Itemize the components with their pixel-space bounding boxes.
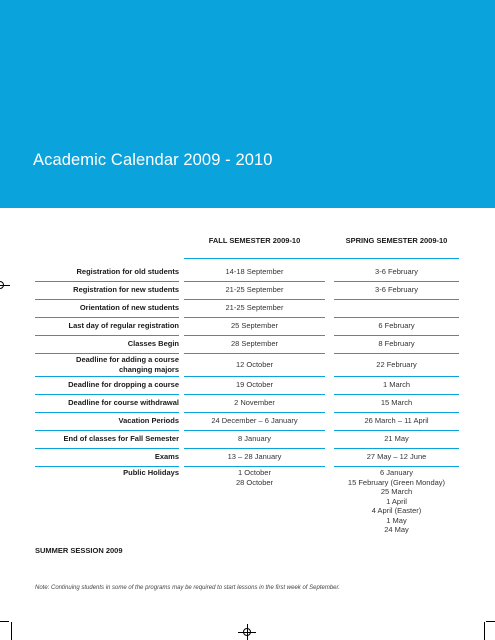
cell-line: 19 October: [235, 380, 274, 390]
spring-date-cell: [334, 448, 459, 466]
fall-date-cell: [184, 466, 325, 538]
cell-line: 13 – 28 January: [227, 452, 282, 462]
cell-line: Deadline for dropping a course: [68, 380, 179, 390]
cell-line: 12 October: [235, 359, 274, 369]
fall-date-cell: [184, 317, 325, 335]
registration-mark-line: [238, 632, 256, 633]
row-divider: [35, 448, 179, 449]
row-label: [35, 380, 179, 390]
cell-line: 27 May – 12 June: [366, 452, 427, 462]
cell-line: 1 May: [386, 515, 407, 525]
row-label: [35, 468, 179, 478]
row-divider: [35, 317, 179, 318]
spring-date-cell: [334, 412, 459, 430]
cell-line: 1 March: [382, 380, 411, 390]
title-banner: [0, 0, 495, 208]
spring-date-cell: [334, 376, 459, 394]
row-divider: [35, 335, 179, 336]
fall-date-cell: [184, 263, 325, 281]
row-label: [35, 321, 179, 331]
fall-date-cell: [184, 430, 325, 448]
cell-line: 1 April: [386, 496, 407, 506]
row-divider: [35, 299, 179, 300]
page-title: Academic Calendar 2009 - 2010: [33, 151, 273, 169]
spring-column-header: SPRING SEMESTER 2009-10: [345, 236, 448, 245]
row-divider: [35, 466, 179, 467]
footnote: Note: Continuing students in some of the programs may be required to start lessons in the first week of September.: [35, 585, 340, 591]
cell-line: Vacation Periods: [118, 416, 179, 426]
row-divider: [35, 412, 179, 413]
cell-line: 24 May: [384, 525, 409, 534]
cell-line: 8 January: [238, 434, 271, 444]
cell-line: Orientation of new students: [79, 303, 179, 313]
spring-date-cell: [334, 299, 459, 317]
cell-line: 15 March: [380, 398, 413, 408]
cell-line: Exams: [154, 452, 179, 462]
cell-line: 3-6 February: [375, 267, 418, 277]
spring-date-cell: [334, 281, 459, 299]
cell-line: Classes Begin: [127, 339, 179, 349]
cell-line: 6 February: [378, 321, 415, 331]
row-divider: [35, 281, 179, 282]
cell-line: Deadline for course withdrawal: [68, 398, 179, 408]
cell-line: 3-6 February: [375, 285, 418, 295]
summer-session-heading: SUMMER SESSION 2009: [35, 546, 123, 555]
fall-date-cell: [184, 394, 325, 412]
row-label: [35, 267, 179, 277]
cell-line: 1 October: [238, 468, 271, 477]
cell-line: 6 January: [380, 468, 413, 477]
fall-date-cell: [184, 376, 325, 394]
spring-date-cell: [334, 317, 459, 335]
row-label: [35, 355, 179, 374]
row-label: [35, 398, 179, 408]
cell-line: 14-18 September: [225, 267, 284, 277]
row-label: [35, 303, 179, 313]
fall-date-cell: [184, 299, 325, 317]
cell-line: Deadline for adding a course: [76, 355, 179, 364]
cell-line: Public Holidays: [123, 468, 179, 477]
cell-line: 15 February (Green Monday): [347, 477, 446, 487]
spring-date-cell: [334, 353, 459, 376]
fall-date-cell: [184, 335, 325, 353]
fall-date-cell: [184, 281, 325, 299]
cell-line: changing majors: [118, 364, 179, 374]
registration-mark-line: [0, 285, 10, 286]
fall-date-cell: [184, 353, 325, 376]
crop-mark: [484, 622, 485, 640]
cell-line: 4 April (Easter): [371, 506, 422, 515]
cell-line: 21-25 September: [225, 303, 284, 313]
row-label: [35, 416, 179, 426]
cell-line: Registration for new students: [73, 285, 179, 295]
cell-line: 24 December – 6 January: [211, 416, 298, 426]
spring-date-cell: [334, 466, 459, 538]
row-divider: [35, 430, 179, 431]
crop-mark: [486, 621, 495, 622]
cell-line: 2 November: [234, 398, 275, 408]
row-divider: [35, 376, 179, 377]
row-label: [35, 434, 179, 444]
cell-line: 28 October: [235, 477, 274, 487]
cell-line: 22 February: [376, 359, 417, 369]
spring-date-cell: [334, 335, 459, 353]
row-divider: [35, 353, 179, 354]
fall-date-cell: [184, 412, 325, 430]
header-rule: [184, 258, 459, 259]
cell-line: 26 March – 11 April: [364, 416, 429, 426]
cell-line: 21-25 September: [225, 285, 284, 295]
crop-mark: [11, 622, 12, 640]
row-label: [35, 452, 179, 462]
cell-line: 8 February: [378, 339, 415, 349]
cell-line: 25 March: [380, 487, 413, 496]
cell-line: Last day of regular registration: [68, 321, 179, 331]
row-label: [35, 285, 179, 295]
crop-mark: [0, 621, 9, 622]
row-label: [35, 339, 179, 349]
fall-date-cell: [184, 448, 325, 466]
spring-date-cell: [334, 263, 459, 281]
cell-line: 28 September: [230, 339, 279, 349]
spring-date-cell: [334, 430, 459, 448]
cell-line: 21 May: [384, 434, 409, 444]
fall-column-header: FALL SEMESTER 2009-10: [208, 236, 301, 245]
cell-line: 25 September: [230, 321, 279, 331]
row-divider: [35, 394, 179, 395]
cell-line: Registration for old students: [76, 267, 179, 277]
spring-date-cell: [334, 394, 459, 412]
cell-line: End of classes for Fall Semester: [63, 434, 179, 444]
